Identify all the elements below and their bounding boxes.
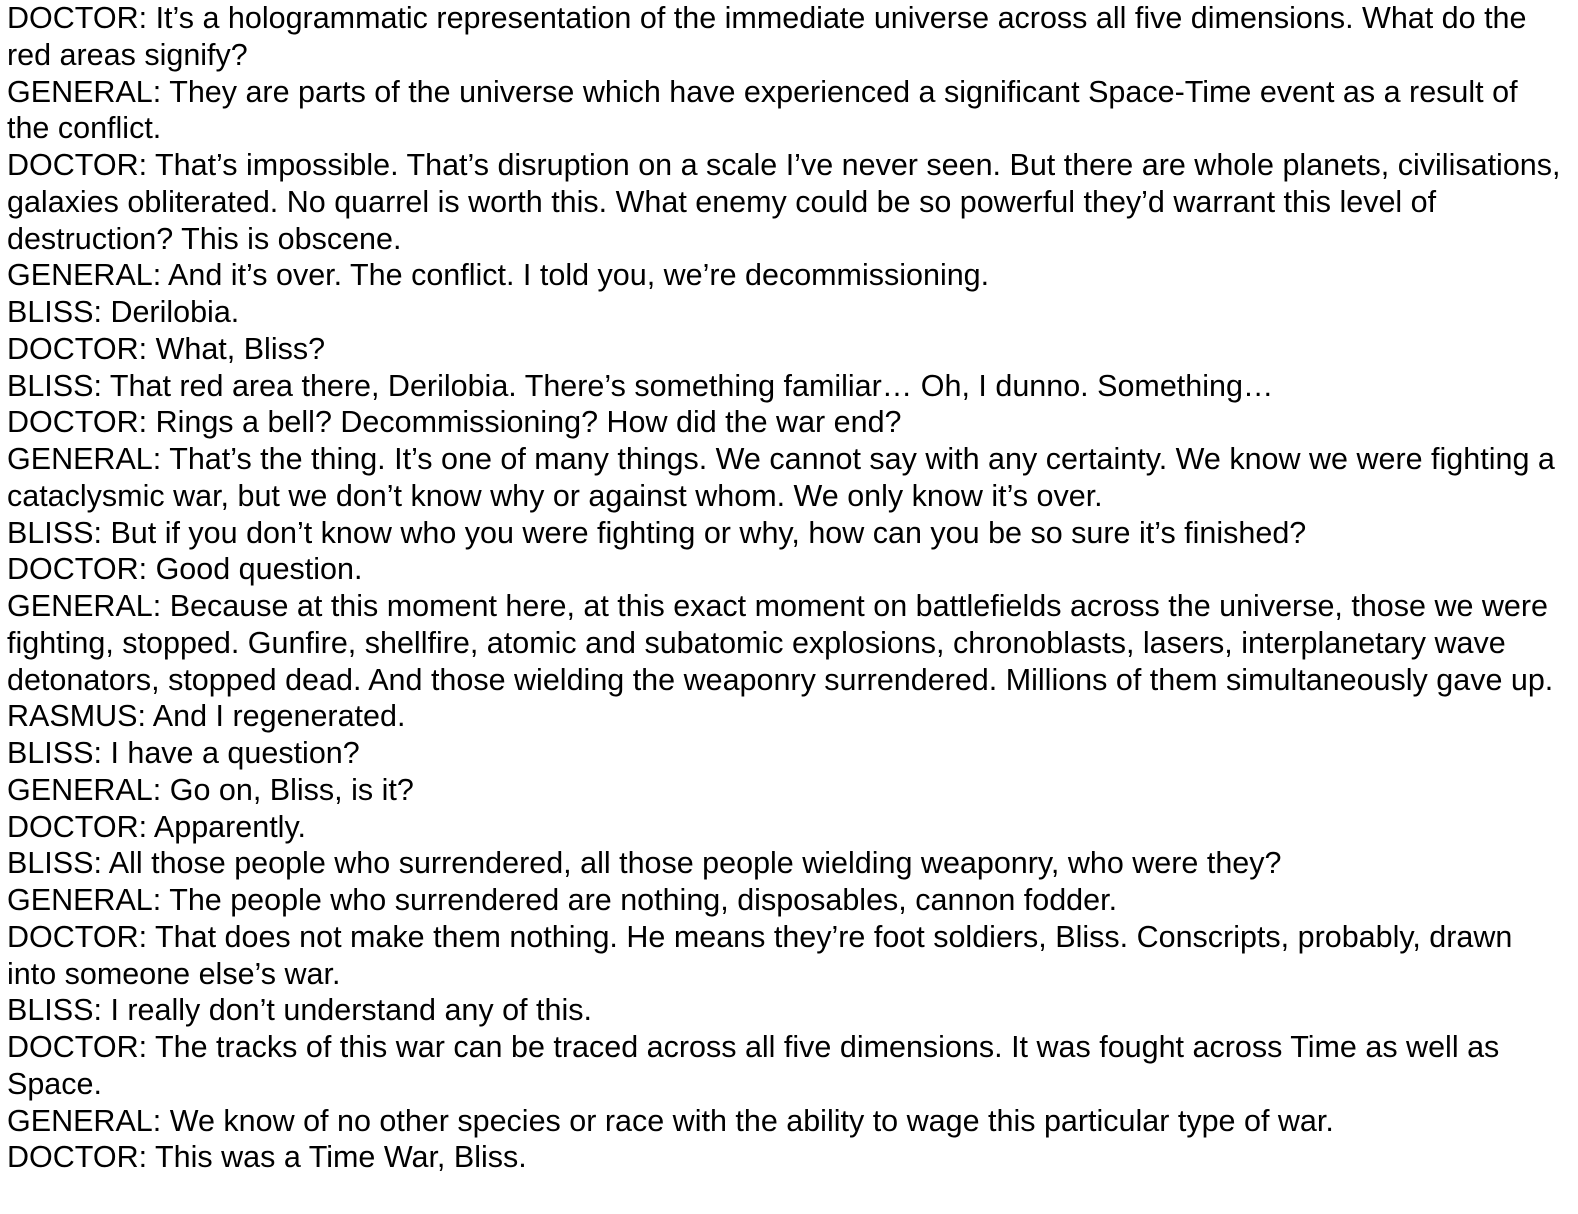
speaker-name: RASMUS: — [7, 699, 146, 734]
dialogue-text: That red area there, Derilobia. There’s something familiar… Oh, I dunno. Something… — [109, 368, 1274, 403]
dialogue-text: That does not make them nothing. He means they’re foot soldiers, Bliss. Conscripts, probably, drawn into someone else’s war. — [7, 919, 1513, 991]
dialogue-line — [7, 368, 1568, 405]
speaker-name: GENERAL: — [7, 772, 162, 807]
dialogue-line — [7, 772, 1568, 809]
speaker-name: DOCTOR: — [7, 919, 148, 954]
dialogue-line — [7, 845, 1568, 882]
dialogue-text: This was a Time War, Bliss. — [155, 1140, 527, 1175]
dialogue-line — [7, 294, 1568, 331]
speaker-name: GENERAL: — [7, 589, 162, 623]
dialogue-line — [7, 919, 1568, 993]
dialogue-text: What, Bliss? — [155, 331, 326, 366]
dialogue-line — [7, 147, 1568, 257]
speaker-name: BLISS: — [7, 736, 102, 770]
dialogue-text: Rings a bell? Decommissioning? How did the war end? — [155, 405, 902, 440]
dialogue-line — [7, 551, 1568, 588]
dialogue-line — [7, 698, 1568, 735]
speaker-name: GENERAL: — [7, 74, 162, 109]
speaker-name: GENERAL: — [7, 1103, 162, 1138]
dialogue-text: And I regenerated. — [152, 699, 406, 734]
dialogue-text: All those people who surrendered, all those people wielding weaponry, who were they? — [108, 846, 1282, 881]
dialogue-text: But if you don’t know who you were fighting or why, how can you be so sure it’s finished? — [110, 515, 1307, 550]
dialogue-line — [7, 809, 1568, 846]
dialogue-text: Apparently. — [153, 809, 306, 844]
dialogue-text: That’s impossible. That’s disruption on a scale I’ve never seen. But there are whole planets, civilisations, galaxies obliterated. No quarrel is worth this. What enemy could be so powerful they’d warrant this level of destruction? This is obscene. — [7, 148, 1561, 256]
dialogue-line — [7, 735, 1568, 772]
dialogue-text: That’s the thing. It’s one of many things. We cannot say with any certainty. We know we were fighting a cataclysmic war, but we don’t know why or against whom. We only know it’s over. — [7, 442, 1555, 513]
speaker-name: BLISS: — [7, 295, 102, 329]
speaker-name: DOCTOR: — [7, 1030, 148, 1064]
dialogue-text: Go on, Bliss, is it? — [169, 772, 414, 807]
speaker-name: BLISS: — [7, 368, 102, 403]
dialogue-text: And it’s over. The conflict. I told you, we’re decommissioning. — [168, 258, 990, 293]
dialogue-text: I really don’t understand any of this. — [110, 993, 592, 1028]
dialogue-line — [7, 588, 1568, 698]
speaker-name: GENERAL: — [7, 258, 162, 293]
speaker-name: GENERAL: — [7, 883, 162, 917]
dialogue-line — [7, 1103, 1568, 1140]
dialogue-line — [7, 882, 1568, 919]
dialogue-line — [7, 1139, 1568, 1176]
speaker-name: DOCTOR: — [7, 1, 148, 35]
dialogue-line — [7, 257, 1568, 294]
dialogue-text: Because at this moment here, at this exact moment on battlefields across the universe, those we were fighting, stopped. Gunfire, shellfire, atomic and subatomic explosions, chronoblasts, lasers, interplanetary wave detonators, stopped dead. And those wielding the weaponry surrendered. Millions of them simultaneously gave up. — [7, 589, 1554, 697]
dialogue-text: The people who surrendered are nothing, disposables, cannon fodder. — [169, 883, 1118, 917]
dialogue-text: They are parts of the universe which have experienced a significant Space-Time event as a result of the conflict. — [7, 74, 1518, 146]
speaker-name: BLISS: — [7, 846, 102, 881]
dialogue-line — [7, 441, 1568, 515]
dialogue-text: It’s a hologrammatic representation of the immediate universe across all five dimensions. What do the red areas signify? — [7, 1, 1527, 72]
dialogue-line — [7, 1029, 1568, 1103]
dialogue-text: I have a question? — [110, 736, 360, 770]
speaker-name: BLISS: — [7, 993, 102, 1028]
speaker-name: DOCTOR: — [7, 405, 148, 440]
speaker-name: DOCTOR: — [7, 552, 148, 587]
dialogue-text: Good question. — [155, 552, 363, 587]
speaker-name: DOCTOR: — [7, 148, 148, 182]
dialogue-line — [7, 0, 1568, 74]
dialogue-line — [7, 515, 1568, 552]
speaker-name: DOCTOR: — [7, 809, 148, 844]
speaker-name: GENERAL: — [7, 442, 162, 476]
speaker-name: DOCTOR: — [7, 1140, 148, 1175]
dialogue-line — [7, 404, 1568, 441]
dialogue-text: Derilobia. — [110, 295, 240, 329]
speaker-name: DOCTOR: — [7, 331, 148, 366]
dialogue-line — [7, 331, 1568, 368]
dialogue-line — [7, 992, 1568, 1029]
dialogue-text: The tracks of this war can be traced across all five dimensions. It was fought across Time as well as Space. — [7, 1030, 1500, 1101]
speaker-name: BLISS: — [7, 515, 102, 550]
dialogue-line — [7, 74, 1568, 148]
dialogue-text: We know of no other species or race with the ability to wage this particular type of war. — [169, 1103, 1334, 1138]
